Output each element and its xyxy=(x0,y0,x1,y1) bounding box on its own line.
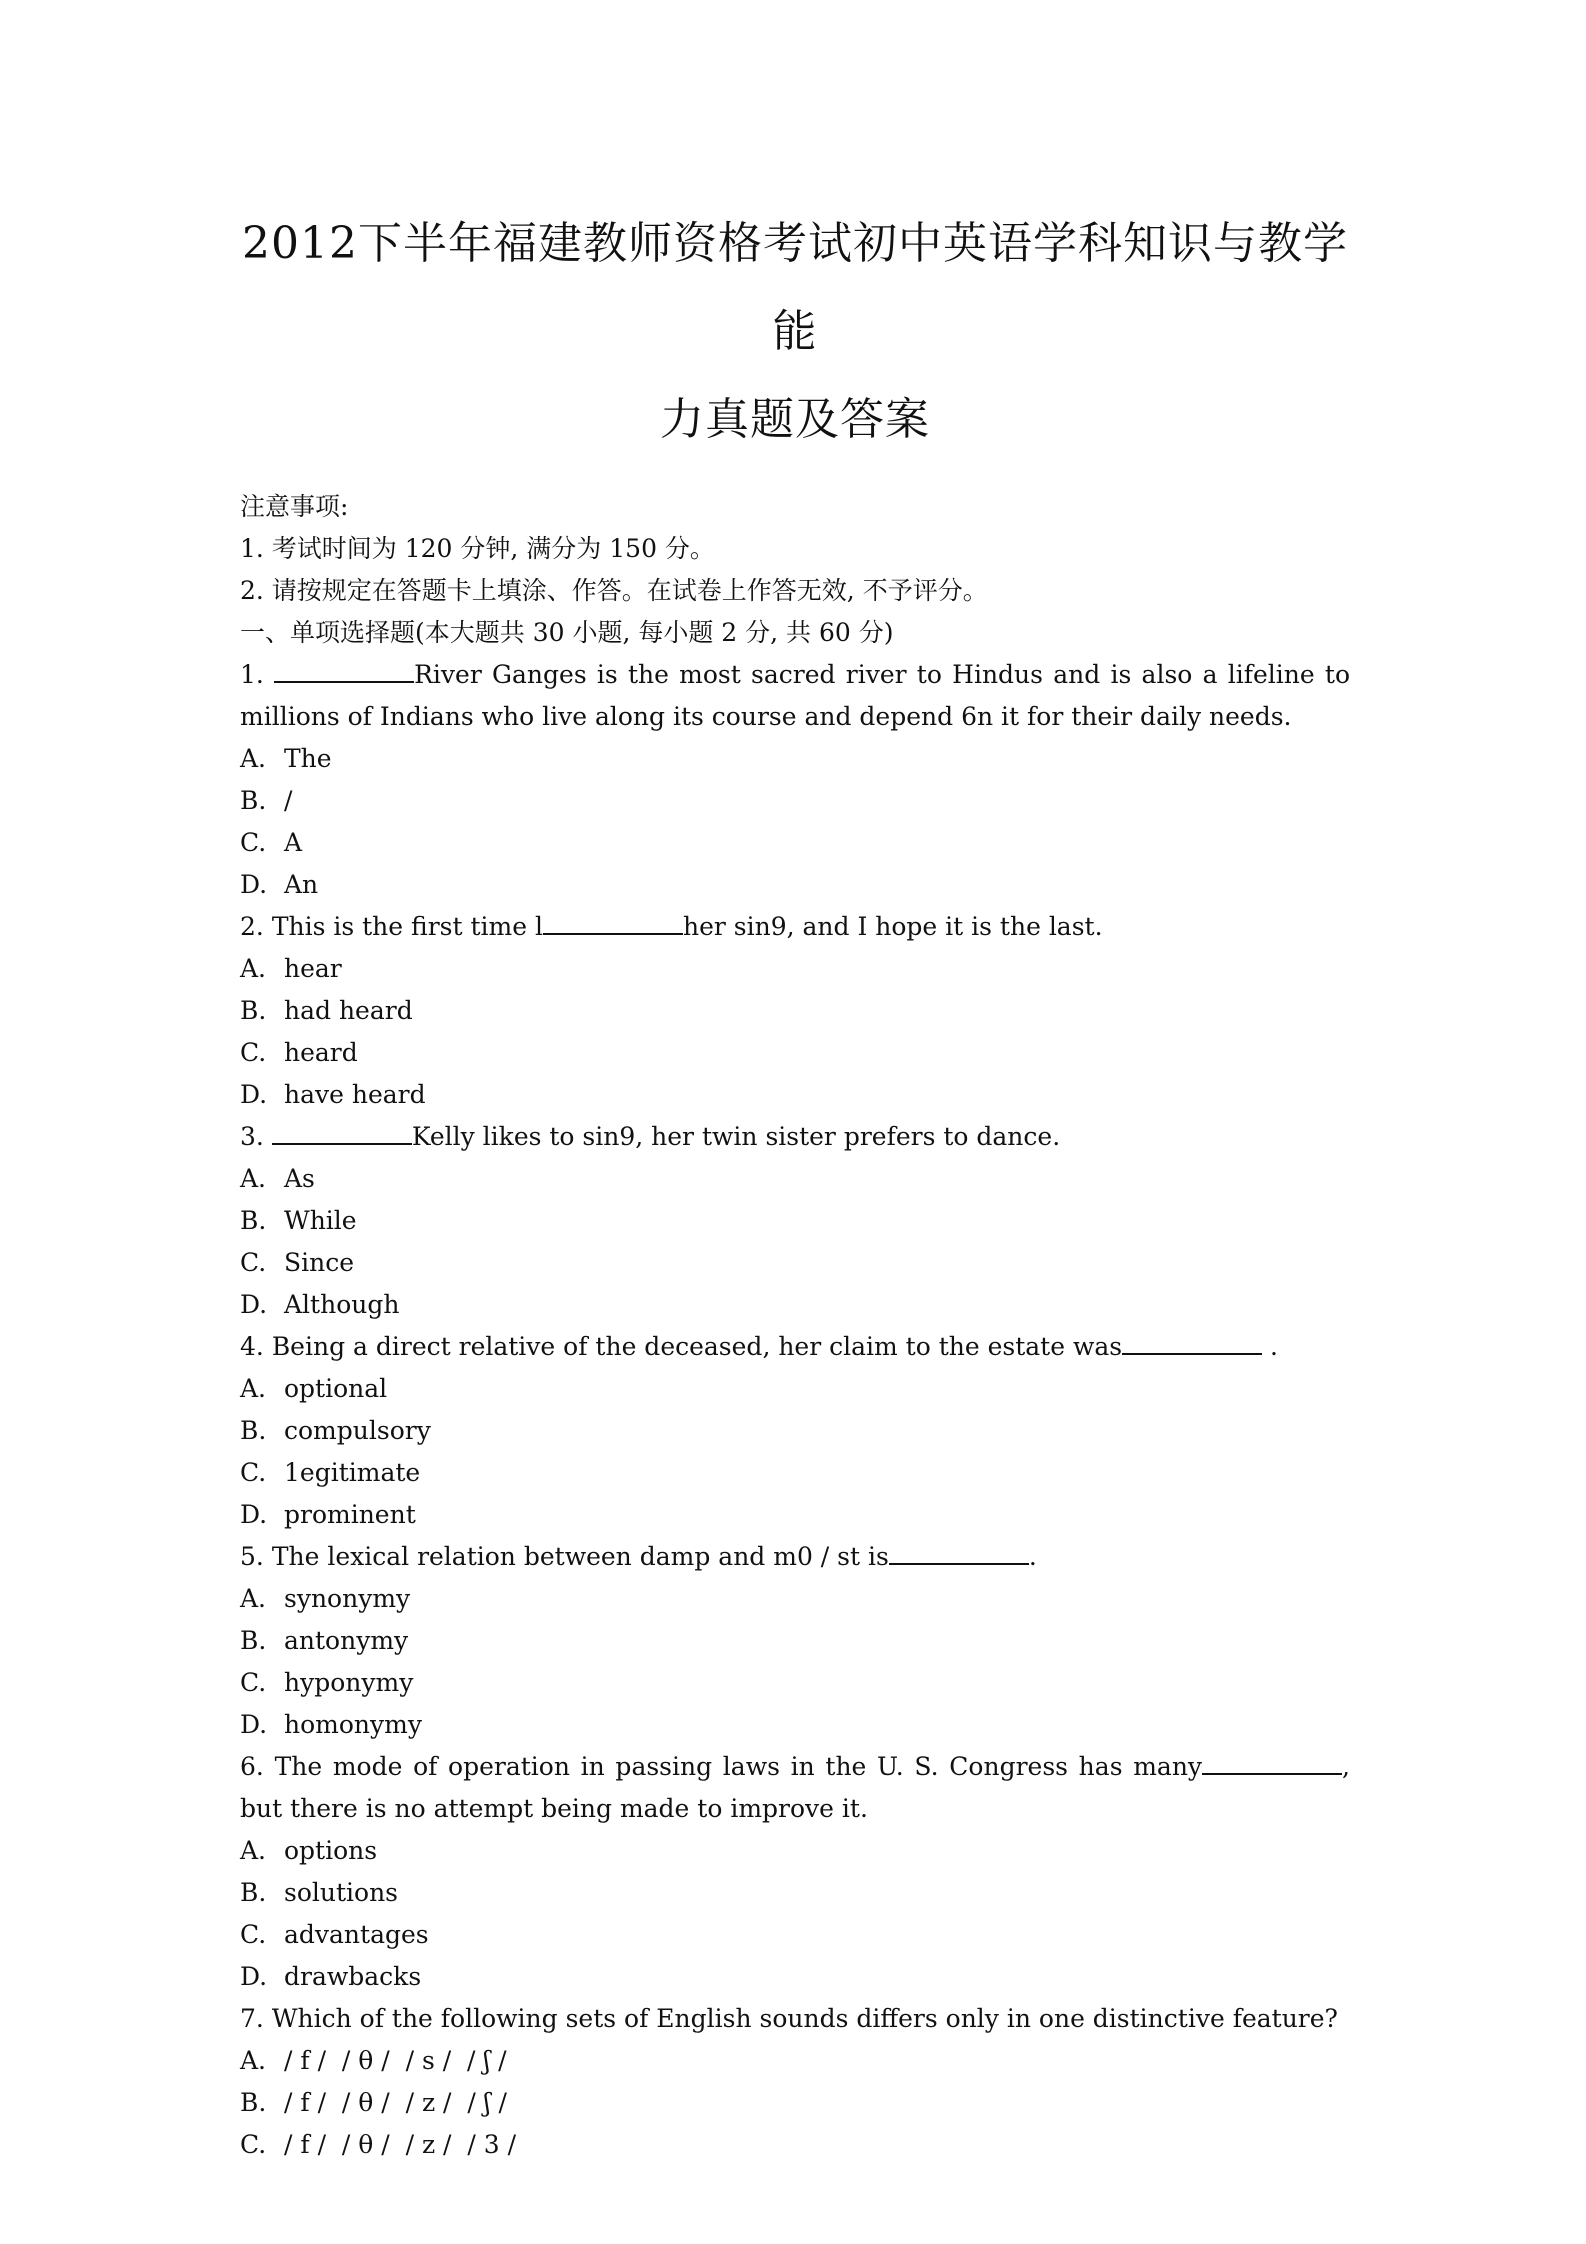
question-text: . xyxy=(1262,1332,1279,1361)
question-text: . xyxy=(1028,1542,1037,1571)
option-text: have heard xyxy=(284,1080,426,1109)
question-text: This is the first time l xyxy=(271,912,543,941)
question-number: 6. xyxy=(240,1752,264,1781)
question-stem xyxy=(240,906,1350,948)
notes-heading: 注意事项: xyxy=(240,492,349,521)
question-stem xyxy=(240,1998,1350,2040)
answer-blank xyxy=(1202,1753,1342,1775)
option-letter: D. xyxy=(240,1962,268,1991)
option-letter: A. xyxy=(240,1584,267,1613)
option-text: A xyxy=(284,828,303,857)
question-number: 5. xyxy=(240,1542,264,1571)
option-text: 1egitimate xyxy=(284,1458,421,1487)
option-letter: B. xyxy=(240,1206,267,1235)
option xyxy=(240,2124,1350,2166)
question-1 xyxy=(240,654,1358,906)
option-text: hear xyxy=(284,954,342,983)
option xyxy=(240,948,1350,990)
answer-blank xyxy=(889,1543,1029,1565)
option-text: / f / / θ / / s / / ʃ / xyxy=(284,2046,507,2075)
option xyxy=(240,1452,1350,1494)
question-text: The lexical relation between damp and m0 / st is xyxy=(271,1542,889,1571)
option xyxy=(240,1242,1350,1284)
question-number: 4. xyxy=(240,1332,264,1361)
option xyxy=(240,2040,1350,2082)
option-text: synonymy xyxy=(284,1584,411,1613)
title-line-1: 2012下半年福建教师资格考试初中英语学科知识与教学能 xyxy=(242,218,1348,357)
question-text: The mode of operation in passing laws in the U. S. Congress has many xyxy=(274,1752,1203,1781)
section-heading: 一、单项选择题(本大题共 30 小题, 每小题 2 分, 共 60 分) xyxy=(240,618,894,647)
option xyxy=(240,1872,1350,1914)
option-text: As xyxy=(284,1164,315,1193)
option-text: homonymy xyxy=(284,1710,422,1739)
option xyxy=(240,864,1350,906)
option-text: Since xyxy=(284,1248,355,1277)
question-stem xyxy=(240,1536,1350,1578)
option xyxy=(240,1620,1350,1662)
option xyxy=(240,1032,1350,1074)
option xyxy=(240,1956,1350,1998)
option xyxy=(240,1074,1350,1116)
option xyxy=(240,1914,1350,1956)
option-letter: A. xyxy=(240,744,267,773)
option xyxy=(240,738,1350,780)
question-4 xyxy=(240,1326,1350,1536)
option-letter: A. xyxy=(240,2046,267,2075)
question-stem xyxy=(240,1326,1350,1368)
option-letter: B. xyxy=(240,996,267,1025)
option-letter: B. xyxy=(240,1416,267,1445)
option-letter: D. xyxy=(240,1500,268,1529)
question-stem xyxy=(240,1116,1350,1158)
question-5 xyxy=(240,1536,1350,1746)
question-text: Which of the following sets of English sounds differs only in one distinctive feature? xyxy=(271,2004,1338,2033)
option-text: An xyxy=(284,870,319,899)
question-text: her sin9, and I hope it is the last. xyxy=(682,912,1103,941)
option-letter: C. xyxy=(240,1458,267,1487)
option-text: / xyxy=(284,786,293,815)
question-text: Kelly likes to sin9, her twin sister prefers to dance. xyxy=(411,1122,1061,1151)
question-number: 1. xyxy=(240,660,264,689)
option-letter: C. xyxy=(240,1038,267,1067)
answer-blank xyxy=(272,1123,412,1145)
option-letter: D. xyxy=(240,1080,268,1109)
option xyxy=(240,1662,1350,1704)
option-letter: B. xyxy=(240,1626,267,1655)
note-item: 1. 考试时间为 120 分钟, 满分为 150 分。 xyxy=(240,534,715,563)
option-letter: C. xyxy=(240,2130,267,2159)
answer-blank xyxy=(543,913,683,935)
question-text: River Ganges is the most sacred river to Hindus and is also a lifeline to millions of Indians who live along its course and depend 6n it for their daily needs. xyxy=(240,660,1358,731)
option-text: heard xyxy=(284,1038,358,1067)
option-letter: C. xyxy=(240,828,267,857)
title-line-2: 力真题及答案 xyxy=(660,394,930,445)
answer-blank xyxy=(274,661,414,683)
option-letter: B. xyxy=(240,786,267,815)
question-text: Being a direct relative of the deceased, her claim to the estate was xyxy=(271,1332,1123,1361)
option-letter: D. xyxy=(240,870,268,899)
question-number: 3. xyxy=(240,1122,264,1151)
option xyxy=(240,1494,1350,1536)
option-text: solutions xyxy=(284,1878,399,1907)
option-letter: C. xyxy=(240,1920,267,1949)
option-text: The xyxy=(284,744,332,773)
option-letter: B. xyxy=(240,2088,267,2117)
option xyxy=(240,1368,1350,1410)
option-letter: A. xyxy=(240,1836,267,1865)
option-letter: C. xyxy=(240,1248,267,1277)
option-text: / f / / θ / / z / / 3 / xyxy=(284,2130,517,2159)
option-letter: C. xyxy=(240,1668,267,1697)
option-text: / f / / θ / / z / / ʃ / xyxy=(284,2088,507,2117)
option-letter: B. xyxy=(240,1878,267,1907)
option xyxy=(240,990,1350,1032)
option-letter: A. xyxy=(240,954,267,983)
option-text: options xyxy=(284,1836,378,1865)
answer-blank xyxy=(1122,1333,1262,1355)
question-6 xyxy=(240,1746,1358,1998)
option xyxy=(240,1704,1350,1746)
option xyxy=(240,2082,1350,2124)
option-letter: A. xyxy=(240,1374,267,1403)
question-stem xyxy=(240,654,1358,738)
option-text: prominent xyxy=(284,1500,416,1529)
option-text: optional xyxy=(284,1374,388,1403)
option-text: compulsory xyxy=(284,1416,431,1445)
question-3 xyxy=(240,1116,1350,1326)
option-text: had heard xyxy=(284,996,413,1025)
option-letter: D. xyxy=(240,1290,268,1319)
option-text: Although xyxy=(284,1290,400,1319)
option xyxy=(240,1284,1350,1326)
option xyxy=(240,1410,1350,1452)
option xyxy=(240,1200,1350,1242)
question-text: , but there is no attempt being made to improve it. xyxy=(240,1752,1358,1823)
option-text: hyponymy xyxy=(284,1668,414,1697)
option-text: antonymy xyxy=(284,1626,409,1655)
option-text: While xyxy=(284,1206,357,1235)
question-2 xyxy=(240,906,1350,1116)
question-7 xyxy=(240,1998,1350,2166)
option-letter: D. xyxy=(240,1710,268,1739)
question-number: 2. xyxy=(240,912,264,941)
note-item: 2. 请按规定在答题卡上填涂、作答。在试卷上作答无效, 不予评分。 xyxy=(240,576,988,605)
option-text: drawbacks xyxy=(284,1962,422,1991)
option xyxy=(240,1830,1350,1872)
exam-page xyxy=(240,200,1358,2166)
question-number: 7. xyxy=(240,2004,264,2033)
document-title xyxy=(240,200,1350,464)
option-letter: A. xyxy=(240,1164,267,1193)
option xyxy=(240,1158,1350,1200)
option-text: advantages xyxy=(284,1920,429,1949)
option xyxy=(240,780,1350,822)
question-stem xyxy=(240,1746,1358,1830)
option xyxy=(240,1578,1350,1620)
option xyxy=(240,822,1350,864)
